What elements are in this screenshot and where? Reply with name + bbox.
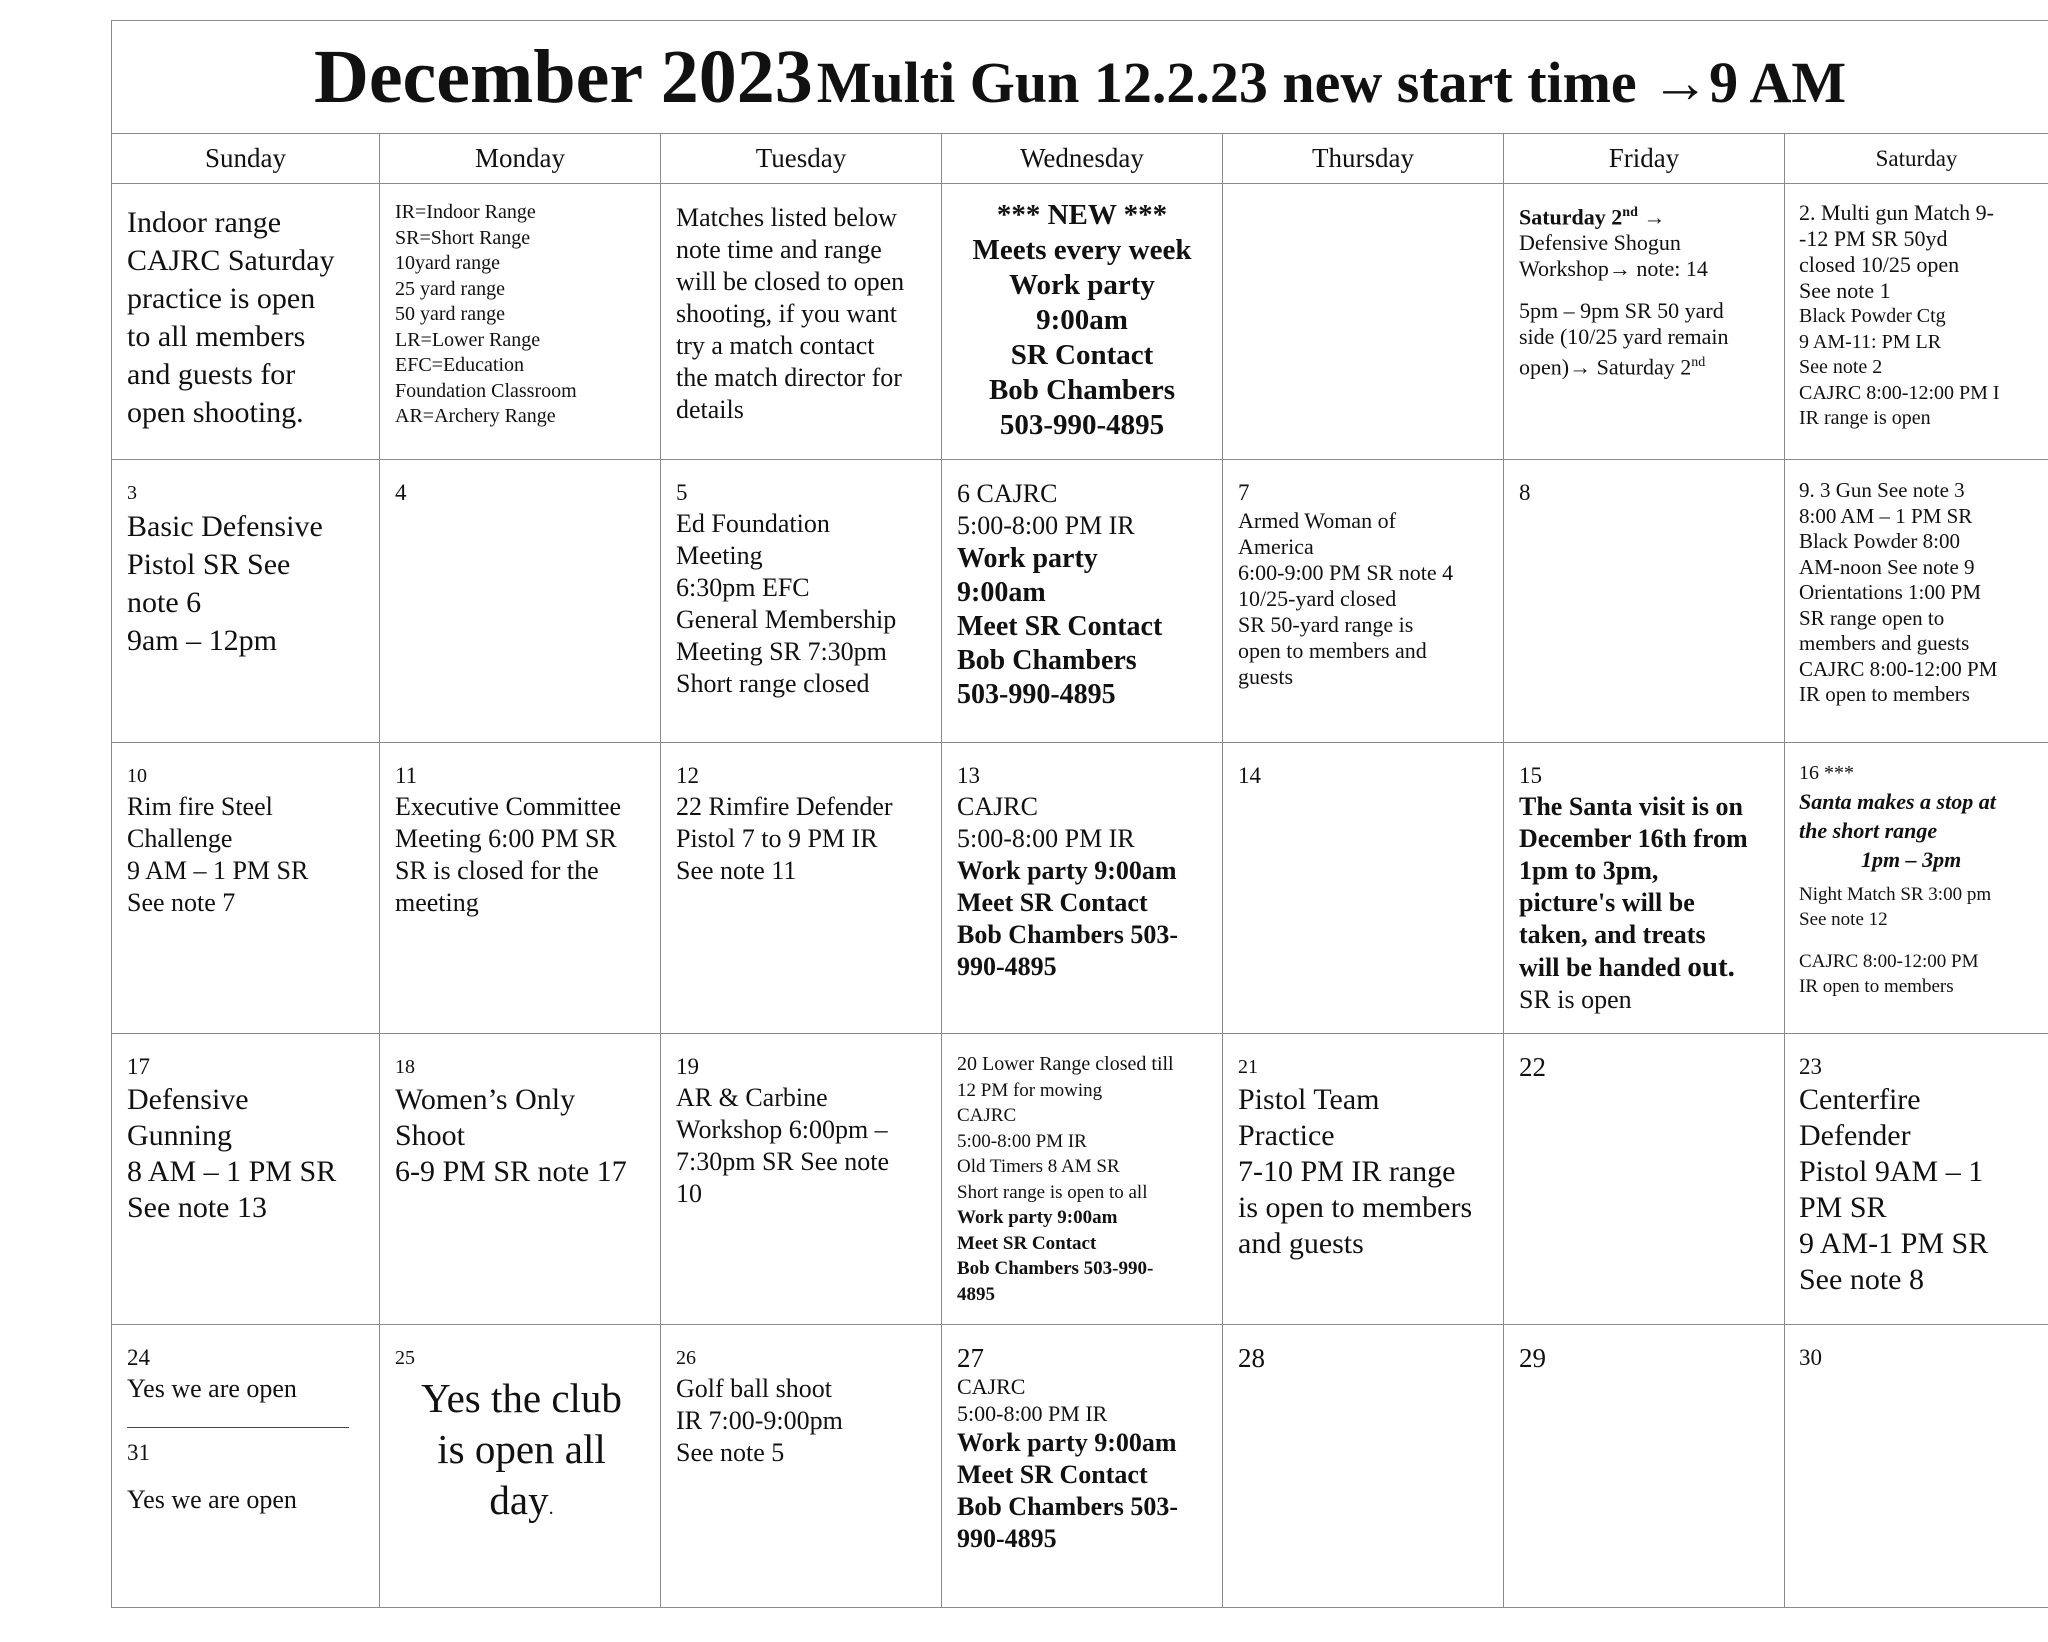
day-number: 5 xyxy=(676,480,688,505)
day-cell-23 xyxy=(1785,1034,2048,1325)
event-text: See note 7 xyxy=(127,888,236,917)
day-cell-17 xyxy=(112,1034,380,1325)
cell-text: Defensive Shogun xyxy=(1519,230,1681,256)
event-text: Bob Chambers 503- xyxy=(957,1492,1179,1521)
title-announcement: Multi Gun 12.2.23 new start time →9 AM xyxy=(816,49,1847,115)
event-text: Gunning xyxy=(127,1119,232,1152)
event-text: 6:30pm EFC xyxy=(676,573,810,602)
event-text: IR open to members xyxy=(1799,976,1954,997)
day-number: 9. 3 Gun See note 3 xyxy=(1799,478,1965,502)
day-cell-4 xyxy=(380,460,661,743)
cell-text xyxy=(1519,350,1772,380)
event-text: Pistol Team xyxy=(1238,1083,1380,1116)
cell-text: practice is open xyxy=(127,282,316,315)
day-cell-12 xyxy=(661,743,942,1034)
event-text: Santa makes a stop at xyxy=(1799,788,1996,814)
event-text: 6-9 PM SR note 17 xyxy=(395,1155,627,1188)
event-text: IR 7:00-9:00pm xyxy=(676,1406,843,1435)
event-text: Pistol 9AM – 1 xyxy=(1799,1155,1984,1188)
weekday-sunday: Sunday xyxy=(112,134,380,184)
event-text: is open to members xyxy=(1238,1191,1473,1224)
cell-text: IR range is open xyxy=(1799,407,1931,429)
event-text: 10 xyxy=(676,1179,702,1208)
event-text: Defensive xyxy=(127,1083,249,1116)
event-text: PM SR xyxy=(1799,1191,1887,1224)
event-text: Armed Woman of xyxy=(1238,508,1396,533)
day-cell-10 xyxy=(112,743,380,1034)
day-number: 11 xyxy=(395,763,418,788)
event-text: Meet SR Contact xyxy=(957,1232,1097,1254)
event-text: note 6 xyxy=(127,586,202,619)
cell-text: details xyxy=(676,395,744,424)
day-number: 7 xyxy=(1238,480,1250,505)
calendar-table xyxy=(111,20,2048,1608)
event-text: Rim fire Steel xyxy=(127,792,273,821)
event-text: CAJRC xyxy=(957,1105,1017,1126)
cell-text: 2. Multi gun Match 9- xyxy=(1799,200,1994,225)
weekday-saturday: Saturday xyxy=(1785,134,2048,184)
event-text: and guests xyxy=(1238,1227,1364,1260)
event-text: Black Powder 8:00 xyxy=(1799,529,1960,553)
cell-text: 9:00am xyxy=(1036,304,1128,336)
event-text: 5:00-8:00 PM IR xyxy=(957,824,1135,853)
event-text: Short range closed xyxy=(676,669,870,698)
event-text: Women’s Only xyxy=(395,1083,576,1116)
event-text: December 16th from xyxy=(1519,824,1748,853)
event-text: Ed Foundation xyxy=(676,509,830,538)
superscript: nd xyxy=(1622,205,1638,220)
event-text: Pistol 7 to 9 PM IR xyxy=(676,824,878,853)
event-text: Bob Chambers 503- xyxy=(957,920,1179,949)
weekday-friday: Friday xyxy=(1504,134,1785,184)
event-text: General Membership xyxy=(676,605,897,634)
day-cell-3 xyxy=(112,460,380,743)
cell-text: open shooting. xyxy=(127,396,304,429)
weekday-wednesday: Wednesday xyxy=(942,134,1223,184)
event-text: Yes we are open xyxy=(127,1374,297,1403)
day-cell-14 xyxy=(1223,743,1504,1034)
event-text: Meeting SR 7:30pm xyxy=(676,637,887,666)
event-text: Short range is open to all xyxy=(957,1181,1148,1203)
week-row-4 xyxy=(112,1034,2048,1325)
cell-text xyxy=(1519,200,1772,230)
cell-text: will be closed to open xyxy=(676,267,905,296)
cell-range-legend xyxy=(380,184,661,460)
week-row-2 xyxy=(112,460,2048,743)
cell-text: See note 2 xyxy=(1799,356,1883,378)
event-text: guests xyxy=(1238,664,1293,689)
legend-item: LR=Lower Range xyxy=(395,328,541,351)
event-text: Basic Defensive xyxy=(127,510,323,543)
cell-matches-note xyxy=(661,184,942,460)
arrow-icon: → xyxy=(1637,204,1666,230)
cell-text: Meets every week xyxy=(972,234,1192,266)
day-number: 20 Lower Range closed till xyxy=(957,1053,1174,1075)
event-text: 990-4895 xyxy=(957,952,1057,981)
day-cell-18 xyxy=(380,1034,661,1325)
event-text: day xyxy=(489,1477,549,1523)
day-cell-25 xyxy=(380,1325,661,1608)
event-text: 9:00am xyxy=(957,577,1046,608)
event-text: Shoot xyxy=(395,1119,466,1152)
event-text: 9am – 12pm xyxy=(127,624,277,657)
day-cell-9 xyxy=(1785,460,2048,743)
day-cell-11 xyxy=(380,743,661,1034)
day-number: 13 xyxy=(957,763,980,788)
event-text: Defender xyxy=(1799,1119,1911,1152)
event-text: 8 AM – 1 PM SR xyxy=(127,1155,337,1188)
cell-text: CAJRC 8:00-12:00 PM I xyxy=(1799,381,2000,404)
day-number: 12 xyxy=(676,763,699,788)
cell-saturday-2 xyxy=(1785,184,2048,460)
cell-text: Matches listed below xyxy=(676,203,897,232)
day-cell-27 xyxy=(942,1325,1223,1608)
cell-text: 5pm – 9pm SR 50 yard xyxy=(1519,298,1724,324)
event-text: open to members and xyxy=(1238,638,1427,663)
event-text: Work party 9:00am xyxy=(957,856,1177,885)
event-text: out. xyxy=(1687,951,1735,983)
day-number: 14 xyxy=(1238,763,1261,788)
event-text: Work party 9:00am xyxy=(957,1428,1177,1457)
spacer xyxy=(127,1468,367,1484)
cell-text: note time and range xyxy=(676,235,882,264)
day-cell-6 xyxy=(942,460,1223,743)
event-text: Golf ball shoot xyxy=(676,1374,832,1403)
event-text: Centerfire xyxy=(1799,1083,1921,1116)
day-number: 10 xyxy=(127,765,147,787)
day-cell-16 xyxy=(1785,743,2048,1034)
event-text: CAJRC xyxy=(957,1374,1026,1399)
cell-text: 9 AM-11: PM LR xyxy=(1799,330,1942,353)
event-text: Night Match SR 3:00 pm xyxy=(1799,883,1992,905)
event-text: will be handed xyxy=(1519,953,1688,982)
event-text: Yes we are open xyxy=(127,1485,297,1514)
cell-text: and guests for xyxy=(127,358,296,391)
weekday-header-row xyxy=(112,134,2048,184)
cell-text: *** NEW *** xyxy=(996,199,1168,231)
event-text: meeting xyxy=(395,888,479,917)
event-text: See note 5 xyxy=(676,1438,785,1467)
week-row-3 xyxy=(112,743,2048,1034)
event-text: Challenge xyxy=(127,824,233,853)
day-cell-8 xyxy=(1504,460,1785,743)
cell-text: open)→ Saturday 2 xyxy=(1519,354,1692,380)
day-cell-15 xyxy=(1504,743,1785,1034)
legend-item: AR=Archery Range xyxy=(395,405,556,427)
day-number: 26 xyxy=(676,1347,696,1369)
day-cell-30 xyxy=(1785,1325,2048,1608)
event-text: CAJRC xyxy=(957,792,1038,821)
event-text: Meeting xyxy=(676,541,763,570)
event-text: 12 PM for mowing xyxy=(957,1079,1103,1101)
event-text: Executive Committee xyxy=(395,792,621,821)
event-text: Workshop 6:00pm – xyxy=(676,1115,888,1144)
event-text: AR & Carbine xyxy=(676,1083,828,1112)
day-cell-5 xyxy=(661,460,942,743)
event-text: See note 8 xyxy=(1799,1263,1924,1296)
event-text: Pistol SR See xyxy=(127,548,291,581)
cell-text: SR Contact xyxy=(1010,339,1154,371)
event-text: 22 Rimfire Defender xyxy=(676,792,893,821)
calendar-title xyxy=(112,21,2048,134)
day-cell-22 xyxy=(1504,1034,1785,1325)
day-cell-26 xyxy=(661,1325,942,1608)
cell-text: 503-990-4895 xyxy=(999,409,1165,441)
day-cell-28 xyxy=(1223,1325,1504,1608)
day-number: 22 xyxy=(1519,1052,1546,1082)
event-text: SR 50-yard range is xyxy=(1238,612,1414,637)
event-text xyxy=(1519,951,1772,984)
legend-item: SR=Short Range xyxy=(395,226,531,249)
event-text: Old Timers 8 AM SR xyxy=(957,1156,1120,1177)
day-number: 8 xyxy=(1519,480,1531,505)
week-row-5 xyxy=(112,1325,2048,1608)
event-text: Orientations 1:00 PM xyxy=(1799,580,1981,604)
event-text: Yes the club xyxy=(421,1375,622,1421)
cell-text: -12 PM SR 50yd xyxy=(1799,226,1948,251)
event-text: Meet SR Contact xyxy=(957,611,1163,642)
day-number: 27 xyxy=(957,1343,984,1373)
day-cell-7 xyxy=(1223,460,1504,743)
cell-divider xyxy=(127,1427,349,1428)
cell-indoor-range-note xyxy=(112,184,380,460)
spacer xyxy=(1799,874,2036,882)
event-text: 5:00-8:00 PM IR xyxy=(957,1130,1087,1152)
cell-text: Black Powder Ctg xyxy=(1799,305,1946,327)
cell-text: CAJRC Saturday xyxy=(127,244,335,277)
cell-work-party-note xyxy=(942,184,1223,460)
event-text: 5:00-8:00 PM IR xyxy=(957,1401,1108,1426)
weekday-monday: Monday xyxy=(380,134,661,184)
day-number: 28 xyxy=(1238,1343,1265,1373)
event-text: America xyxy=(1238,534,1314,559)
spacer xyxy=(1799,933,2036,949)
event-text: taken, and treats xyxy=(1519,920,1706,949)
day-number: 16 *** xyxy=(1799,762,1854,784)
event-text: Meeting 6:00 PM SR xyxy=(395,824,617,853)
week-row-1 xyxy=(112,184,2048,460)
day-number: 24 xyxy=(127,1345,150,1370)
event-text: 990-4895 xyxy=(957,1524,1057,1553)
event-text: 9 AM – 1 PM SR xyxy=(127,856,309,885)
event-text: The Santa visit is on xyxy=(1519,792,1743,821)
cell-text: Work party xyxy=(1009,269,1155,301)
event-text: Bob Chambers xyxy=(957,645,1137,676)
event-text: members and guests xyxy=(1799,631,1970,655)
day-cell-19 xyxy=(661,1034,942,1325)
spacer xyxy=(1519,282,1772,298)
event-text: AM-noon See note 9 xyxy=(1799,554,1975,579)
day-number: 19 xyxy=(676,1054,699,1079)
event-text: 7-10 PM IR range xyxy=(1238,1155,1456,1188)
event-text: the short range xyxy=(1799,817,1938,843)
event-text xyxy=(395,1475,648,1534)
event-text: 9 AM-1 PM SR xyxy=(1799,1227,1989,1260)
event-text: 6:00-9:00 PM SR note 4 xyxy=(1238,560,1454,585)
legend-item: 25 yard range xyxy=(395,277,505,300)
legend-item: 50 yard range xyxy=(395,303,505,325)
day-cell-20 xyxy=(942,1034,1223,1325)
event-text: 4895 xyxy=(957,1283,995,1305)
legend-item: IR=Indoor Range xyxy=(395,201,536,223)
day-cell-24-31 xyxy=(112,1325,380,1608)
day-number: 30 xyxy=(1799,1345,1822,1370)
legend-item: EFC=Education xyxy=(395,354,525,376)
cell-text: try a match contact xyxy=(676,331,875,360)
event-text: 1pm – 3pm xyxy=(1861,846,1962,872)
cell-text: closed 10/25 open xyxy=(1799,252,1960,277)
day-number: 17 xyxy=(127,1054,150,1079)
day-cell-13 xyxy=(942,743,1223,1034)
event-text: CAJRC 8:00-12:00 PM xyxy=(1799,656,1998,681)
event-text: SR is open xyxy=(1519,985,1632,1014)
day-number: 4 xyxy=(395,480,407,505)
day-number: 18 xyxy=(395,1056,415,1078)
event-text: 503-990-4895 xyxy=(957,679,1116,710)
event-text: 1pm to 3pm, xyxy=(1519,856,1659,885)
day-number: 23 xyxy=(1799,1054,1822,1079)
event-text: Meet SR Contact xyxy=(957,888,1148,917)
christmas-message xyxy=(395,1373,648,1534)
event-text: CAJRC 8:00-12:00 PM xyxy=(1799,950,1979,972)
cell-text: See note 1 xyxy=(1799,278,1891,303)
event-text: is open all xyxy=(437,1426,606,1472)
event-text: See note 11 xyxy=(676,856,797,885)
event-text: Work party 9:00am xyxy=(957,1207,1118,1228)
day-number: 31 xyxy=(127,1440,150,1465)
legend-item: 10yard range xyxy=(395,252,500,274)
day-number: 21 xyxy=(1238,1056,1258,1078)
cell-text: to all members xyxy=(127,320,306,353)
event-text: 10/25-yard closed xyxy=(1238,586,1397,611)
weekday-thursday: Thursday xyxy=(1223,134,1504,184)
superscript: nd xyxy=(1691,355,1706,371)
day-cell-21 xyxy=(1223,1034,1504,1325)
day-number: 6 CAJRC xyxy=(957,479,1058,508)
cell-text: the match director for xyxy=(676,363,902,392)
event-text: SR is closed for the xyxy=(395,856,599,885)
event-text: Practice xyxy=(1238,1119,1335,1152)
cell-text: Workshop→ note: 14 xyxy=(1519,256,1708,282)
cell-text: side (10/25 yard remain xyxy=(1519,324,1729,350)
day-number: 15 xyxy=(1519,763,1542,788)
cell-text: shooting, if you want xyxy=(676,299,897,328)
event-text: SR range open to xyxy=(1799,605,1945,630)
day-cell-29 xyxy=(1504,1325,1785,1608)
event-text: Work party xyxy=(957,543,1098,574)
event-text: Meet SR Contact xyxy=(957,1460,1148,1489)
day-number: 29 xyxy=(1519,1343,1546,1373)
event-text: 7:30pm SR See note xyxy=(676,1147,890,1176)
event-text: 8:00 AM – 1 PM SR xyxy=(1799,503,1973,528)
event-text: See note 12 xyxy=(1799,909,1888,930)
weekday-tuesday: Tuesday xyxy=(661,134,942,184)
cell-empty xyxy=(1223,184,1504,460)
cell-text: Indoor range xyxy=(127,206,282,239)
event-text: . xyxy=(548,1497,554,1519)
legend-item: Foundation Classroom xyxy=(395,379,577,402)
event-text: IR open to members xyxy=(1799,682,1970,706)
event-text: Bob Chambers 503-990- xyxy=(957,1258,1154,1279)
day-number: 25 xyxy=(395,1347,415,1369)
event-text: 5:00-8:00 PM IR xyxy=(957,511,1135,540)
event-text: picture's will be xyxy=(1519,888,1695,917)
cell-shogun-workshop xyxy=(1504,184,1785,460)
event-text: See note 13 xyxy=(127,1191,267,1224)
day-number: 3 xyxy=(127,482,137,504)
month-title: December 2023 xyxy=(313,34,813,119)
cell-text: Bob Chambers xyxy=(988,374,1176,406)
cell-text: Saturday 2 xyxy=(1519,204,1623,230)
